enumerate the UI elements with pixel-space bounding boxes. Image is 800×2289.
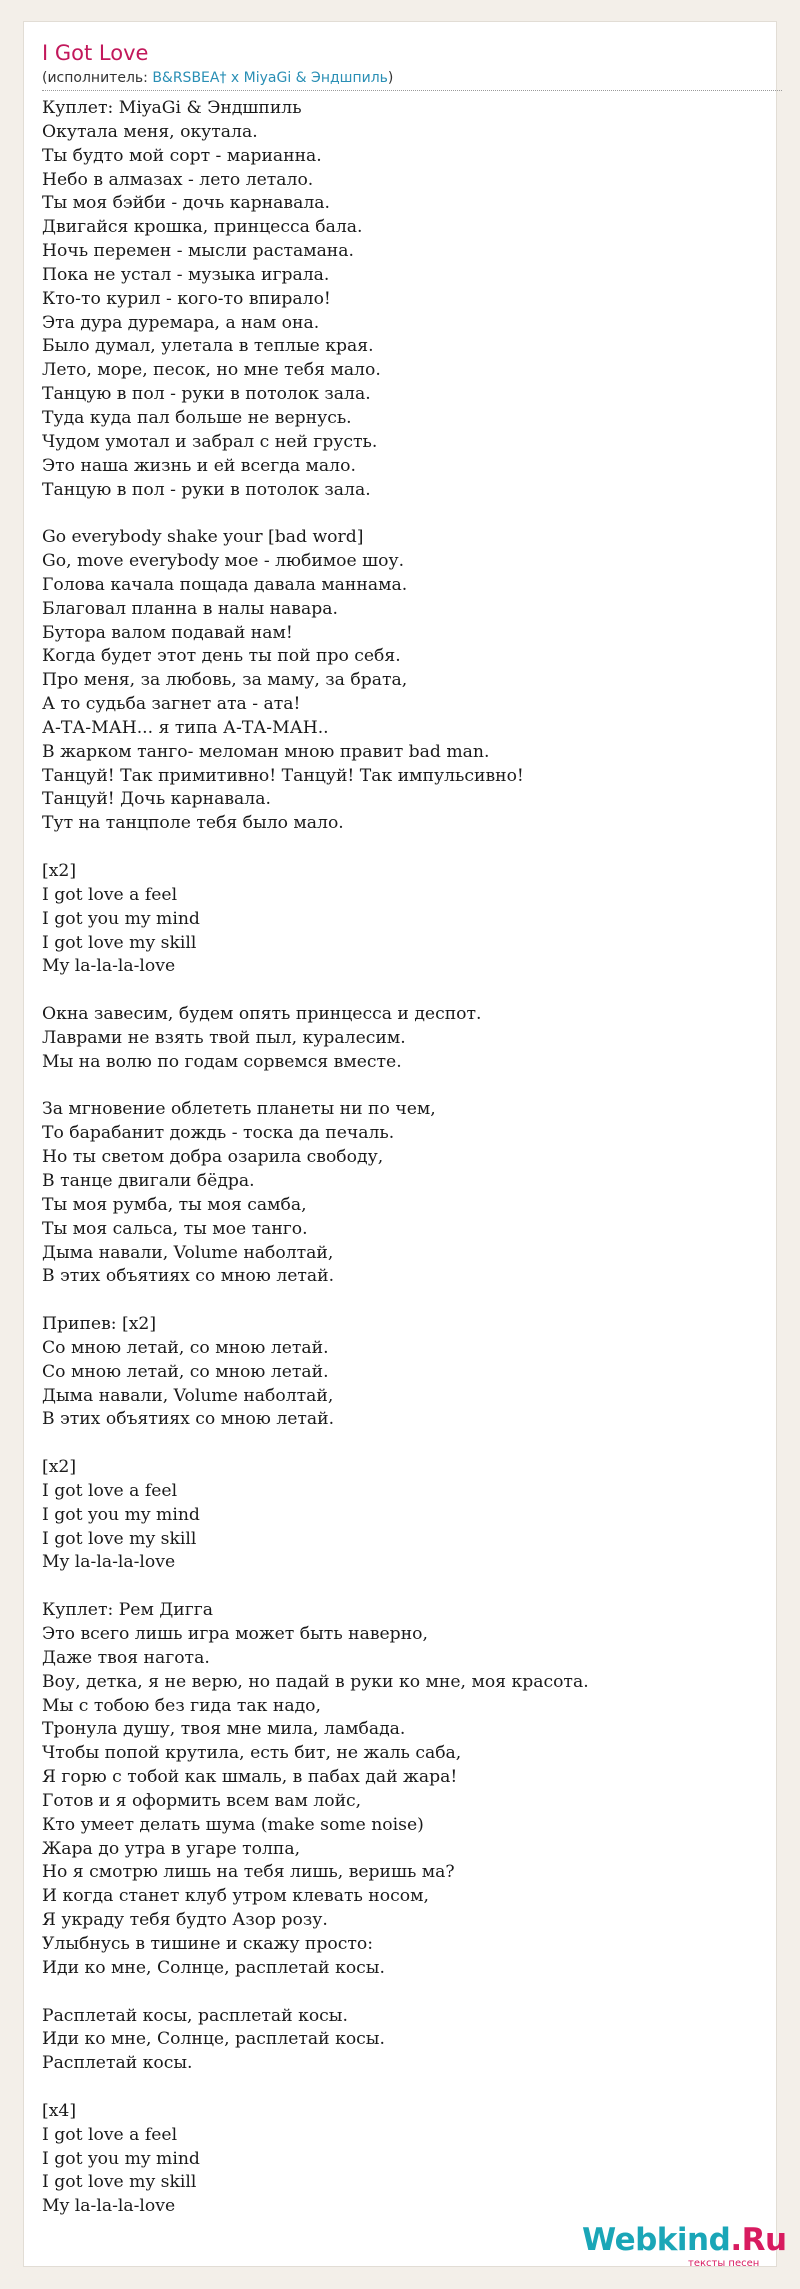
lyric-line: Но я смотрю лишь на тебя лишь, веришь ма? (42, 1862, 455, 1883)
lyric-line: В этих объятиях со мною летай. (42, 1266, 335, 1287)
performer-prefix: (исполнитель: (42, 70, 153, 86)
lyric-line: [x4] (42, 2100, 77, 2121)
lyric-blank-line (42, 1289, 762, 1313)
lyric-line: В этих объятиях со мною летай. (42, 1409, 335, 1430)
lyric-line: Бутора валом подавай нам! (42, 622, 293, 643)
lyric-line: I got you my mind (42, 2148, 200, 2169)
logo-name: Webkind (582, 2222, 731, 2258)
lyric-line: Голова качала пощада давала маннама. (42, 574, 408, 595)
lyric-line: Про меня, за любовь, за маму, за брата, (42, 670, 408, 691)
lyric-line: Это всего лишь игра может быть наверно, (42, 1624, 428, 1644)
lyric-line: Эта дура дуремара, а нам она. (42, 312, 320, 333)
lyric-line: Окна завесим, будем опять принцесса и деспот. (42, 1004, 482, 1025)
lyric-line: I got love my skill (42, 2172, 197, 2193)
lyric-line: Припев: [x2] (42, 1314, 157, 1335)
lyric-line: Кто умеет делать шума (make some noise) (42, 1814, 424, 1835)
lyric-line: Расплетай косы, расплетай косы. (42, 2005, 348, 2026)
lyric-line: Чтобы попой крутила, есть бит, не жаль саба, (42, 1743, 462, 1764)
lyric-line: My la-la-la-love (42, 956, 176, 977)
logo-tld: .Ru (730, 2222, 787, 2258)
lyric-line: Ты моя румба, ты моя самба, (42, 1194, 307, 1215)
lyric-line: Небо в алмазах - лето летало. (42, 169, 314, 190)
lyric-line: My la-la-la-love (42, 2196, 176, 2217)
lyric-line: Воу, детка, я не верю, но падай в руки ко мне, моя красота. (42, 1671, 589, 1692)
lyric-line: Куплет: MiyaGi & Эндшпиль (42, 98, 302, 118)
lyric-line: Даже твоя нагота. (42, 1647, 210, 1668)
lyric-line: Двигайся крошка, принцесса бала. (42, 217, 363, 238)
title-divider (42, 90, 782, 91)
lyric-line: Иди ко мне, Солнце, расплетай косы. (42, 1957, 385, 1978)
lyric-line: Готов и я оформить всем вам лойс, (42, 1790, 362, 1811)
lyric-blank-line (42, 1575, 762, 1599)
lyric-line: [x2] (42, 1457, 77, 1478)
lyric-blank-line (42, 1075, 762, 1099)
song-title: I Got Love (42, 41, 149, 65)
lyric-line: Танцуй! Дочь карнавала. (42, 789, 271, 810)
lyric-line: I got love my skill (42, 1528, 197, 1549)
performer-link[interactable]: B&RSBEA† x MiyaGi & Эндшпиль (152, 70, 388, 86)
lyric-line: My la-la-la-love (42, 1552, 176, 1573)
lyric-line: Улыбнусь в тишине и скажу просто: (42, 1933, 374, 1954)
lyric-line: Тут на танцполе тебя было мало. (42, 813, 344, 834)
lyric-line: Пока не устал - музыка играла. (42, 264, 330, 285)
lyrics-card (23, 21, 777, 2267)
lyric-line: Мы на волю по годам сорвемся вместе. (42, 1051, 402, 1072)
lyric-line: Жара до утра в угаре толпа, (42, 1838, 301, 1859)
lyric-line: Ты моя сальса, ты мое танго. (42, 1218, 308, 1239)
lyric-line: Танцую в пол - руки в потолок зала. (42, 384, 371, 405)
lyric-blank-line (42, 836, 762, 860)
lyric-line: В жарком танго- меломан мною правит bad man. (42, 741, 490, 762)
lyric-line: Мы с тобою без гида так надо, (42, 1695, 321, 1716)
logo-tagline: тексты песен (688, 2258, 760, 2269)
lyric-line: А-ТА-МАН... я типа А-ТА-МАН.. (42, 717, 329, 738)
lyric-line: Я украду тебя будто Азор розу. (42, 1910, 328, 1931)
lyric-line: I got love a feel (42, 884, 178, 905)
lyric-line: Расплетай косы. (42, 2053, 193, 2074)
lyric-line: В танце двигали бёдра. (42, 1170, 255, 1191)
lyric-line: Лаврами не взять твой пыл, куралесим. (42, 1027, 406, 1048)
lyric-line: Чудом умотал и забрал с ней грусть. (42, 431, 378, 452)
lyric-line: Go, move everybody мое - любимое шоу. (42, 551, 405, 572)
lyric-blank-line (42, 979, 762, 1003)
lyric-line: И когда станет клуб утром клевать носом, (42, 1886, 429, 1907)
lyric-line: I got you my mind (42, 1504, 200, 1525)
lyric-line: I got love my skill (42, 932, 197, 953)
lyric-line: Дыма навали, Volume наболтай, (42, 1242, 334, 1263)
lyric-line: I got you my mind (42, 908, 200, 929)
logo-wordmark (582, 2220, 787, 2260)
lyric-line: Лето, море, песок, но мне тебя мало. (42, 360, 381, 381)
lyric-line: Иди ко мне, Солнце, расплетай косы. (42, 2029, 385, 2050)
lyric-line: I got love a feel (42, 1480, 178, 1501)
performer-suffix: ) (387, 70, 394, 86)
performer-line (42, 69, 393, 87)
lyric-line: I got love a feel (42, 2124, 178, 2145)
lyric-line: Это наша жизнь и ей всегда мало. (42, 455, 356, 476)
webkind-logo[interactable] (582, 2220, 787, 2270)
lyric-line: Куплет: Рем Дигга (42, 1600, 213, 1621)
lyric-blank-line (42, 502, 762, 526)
lyric-line: Но ты светом добра озарила свободу, (42, 1147, 384, 1168)
lyric-line: Со мною летай, со мною летай. (42, 1337, 329, 1358)
lyric-line: Ты моя бэйби - дочь карнавала. (42, 193, 330, 214)
lyric-blank-line (42, 1981, 762, 2005)
lyric-line: Go everybody shake your [bad word] (42, 527, 364, 548)
lyric-line: Танцую в пол - руки в потолок зала. (42, 479, 371, 500)
lyric-line: Когда будет этот день ты пой про себя. (42, 646, 401, 667)
lyric-line: Танцуй! Так примитивно! Танцуй! Так импульсивно! (42, 765, 524, 786)
lyric-line: [x2] (42, 861, 77, 881)
lyric-line: Тронула душу, твоя мне мила, ламбада. (42, 1719, 406, 1740)
lyric-line: Кто-то курил - кого-то впирало! (42, 288, 331, 309)
lyric-line: Ты будто мой сорт - марианна. (42, 145, 322, 166)
lyric-line: А то судьба загнет ата - ата! (42, 694, 301, 715)
lyric-blank-line (42, 1432, 762, 1456)
lyric-line: Туда куда пал больше не вернусь. (42, 407, 352, 428)
lyrics-text (42, 97, 762, 2219)
lyric-line: За мгновение облететь планеты ни по чем, (42, 1099, 436, 1120)
lyric-line: Окутала меня, окутала. (42, 121, 258, 142)
lyric-line: Дыма навали, Volume наболтай, (42, 1385, 334, 1406)
lyric-line: Я горю с тобой как шмаль, в пабах дай жара! (42, 1767, 458, 1788)
lyric-line: Ночь перемен - мысли растамана. (42, 241, 354, 262)
lyric-line: Было думал, улетала в теплые края. (42, 336, 374, 357)
lyric-line: Со мною летай, со мною летай. (42, 1361, 329, 1382)
lyric-line: Благовал планна в налы навара. (42, 598, 338, 619)
lyric-line: То барабанит дождь - тоска да печаль. (42, 1123, 395, 1144)
lyric-blank-line (42, 2076, 762, 2100)
